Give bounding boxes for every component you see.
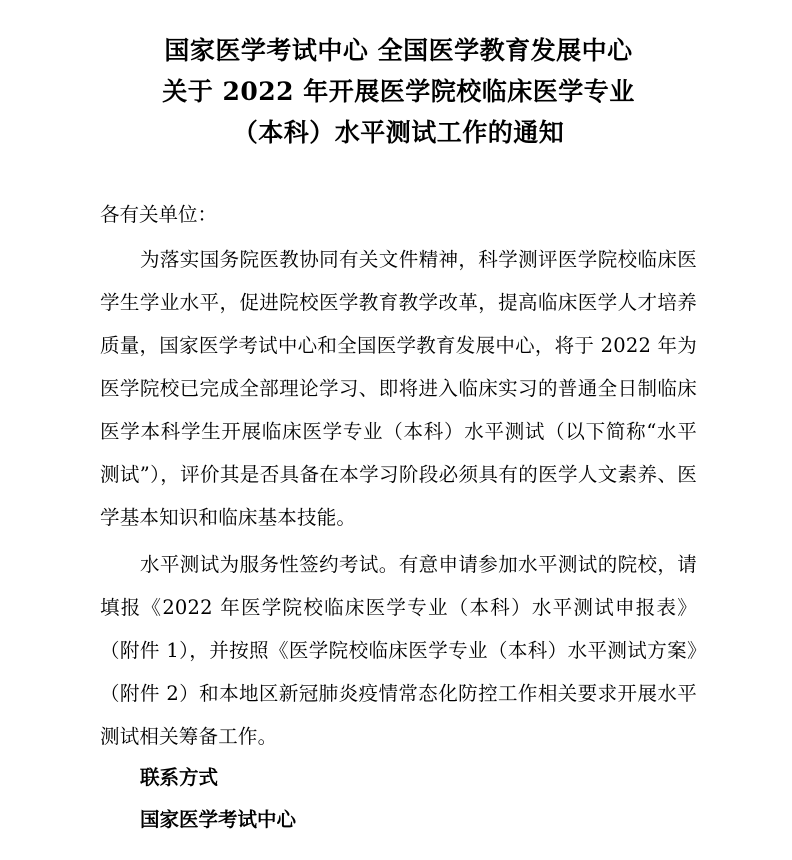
paragraph-1: 为落实国务院医教协同有关文件精神，科学测评医学院校临床医学生学业水平，促进院校医学教育教学改革，提高临床医学人才培养质量，国家医学考试中心和全国医学教育发展中心，将于 2022 年为医学院校已完成全部理论学习、即将进入临床实习的普通全日制临床医学本科学生开展临床医学专业（本科）水平测试（以下简称“水平测试”），评价其是否具备在本学习阶段必须具有的医学人文素养、医学基本知识和临床基本技能。 bbox=[100, 248, 697, 529]
contact-organization: 国家医学考试中心 bbox=[140, 808, 297, 831]
title-line-3: （本科）水平测试工作的通知 bbox=[232, 118, 565, 147]
contact-heading: 联系方式 bbox=[140, 766, 219, 789]
salutation: 各有关单位： bbox=[100, 203, 218, 226]
title-line-2: 关于 2022 年开展医学院校临床医学专业 bbox=[162, 77, 635, 106]
document-body bbox=[100, 199, 697, 840]
page-title bbox=[100, 22, 697, 153]
title-line-1: 国家医学考试中心 全国医学教育发展中心 bbox=[164, 36, 633, 65]
paragraph-2: 水平测试为服务性签约考试。有意申请参加水平测试的院校，请填报《2022 年医学院校临床医学专业（本科）水平测试申报表》（附件 1），并按照《医学院校临床医学专业（本科）水平测试方案》（附件 2）和本地区新冠肺炎疫情常态化防控工作相关要求开展水平测试相关筹备工作。 bbox=[100, 553, 697, 748]
